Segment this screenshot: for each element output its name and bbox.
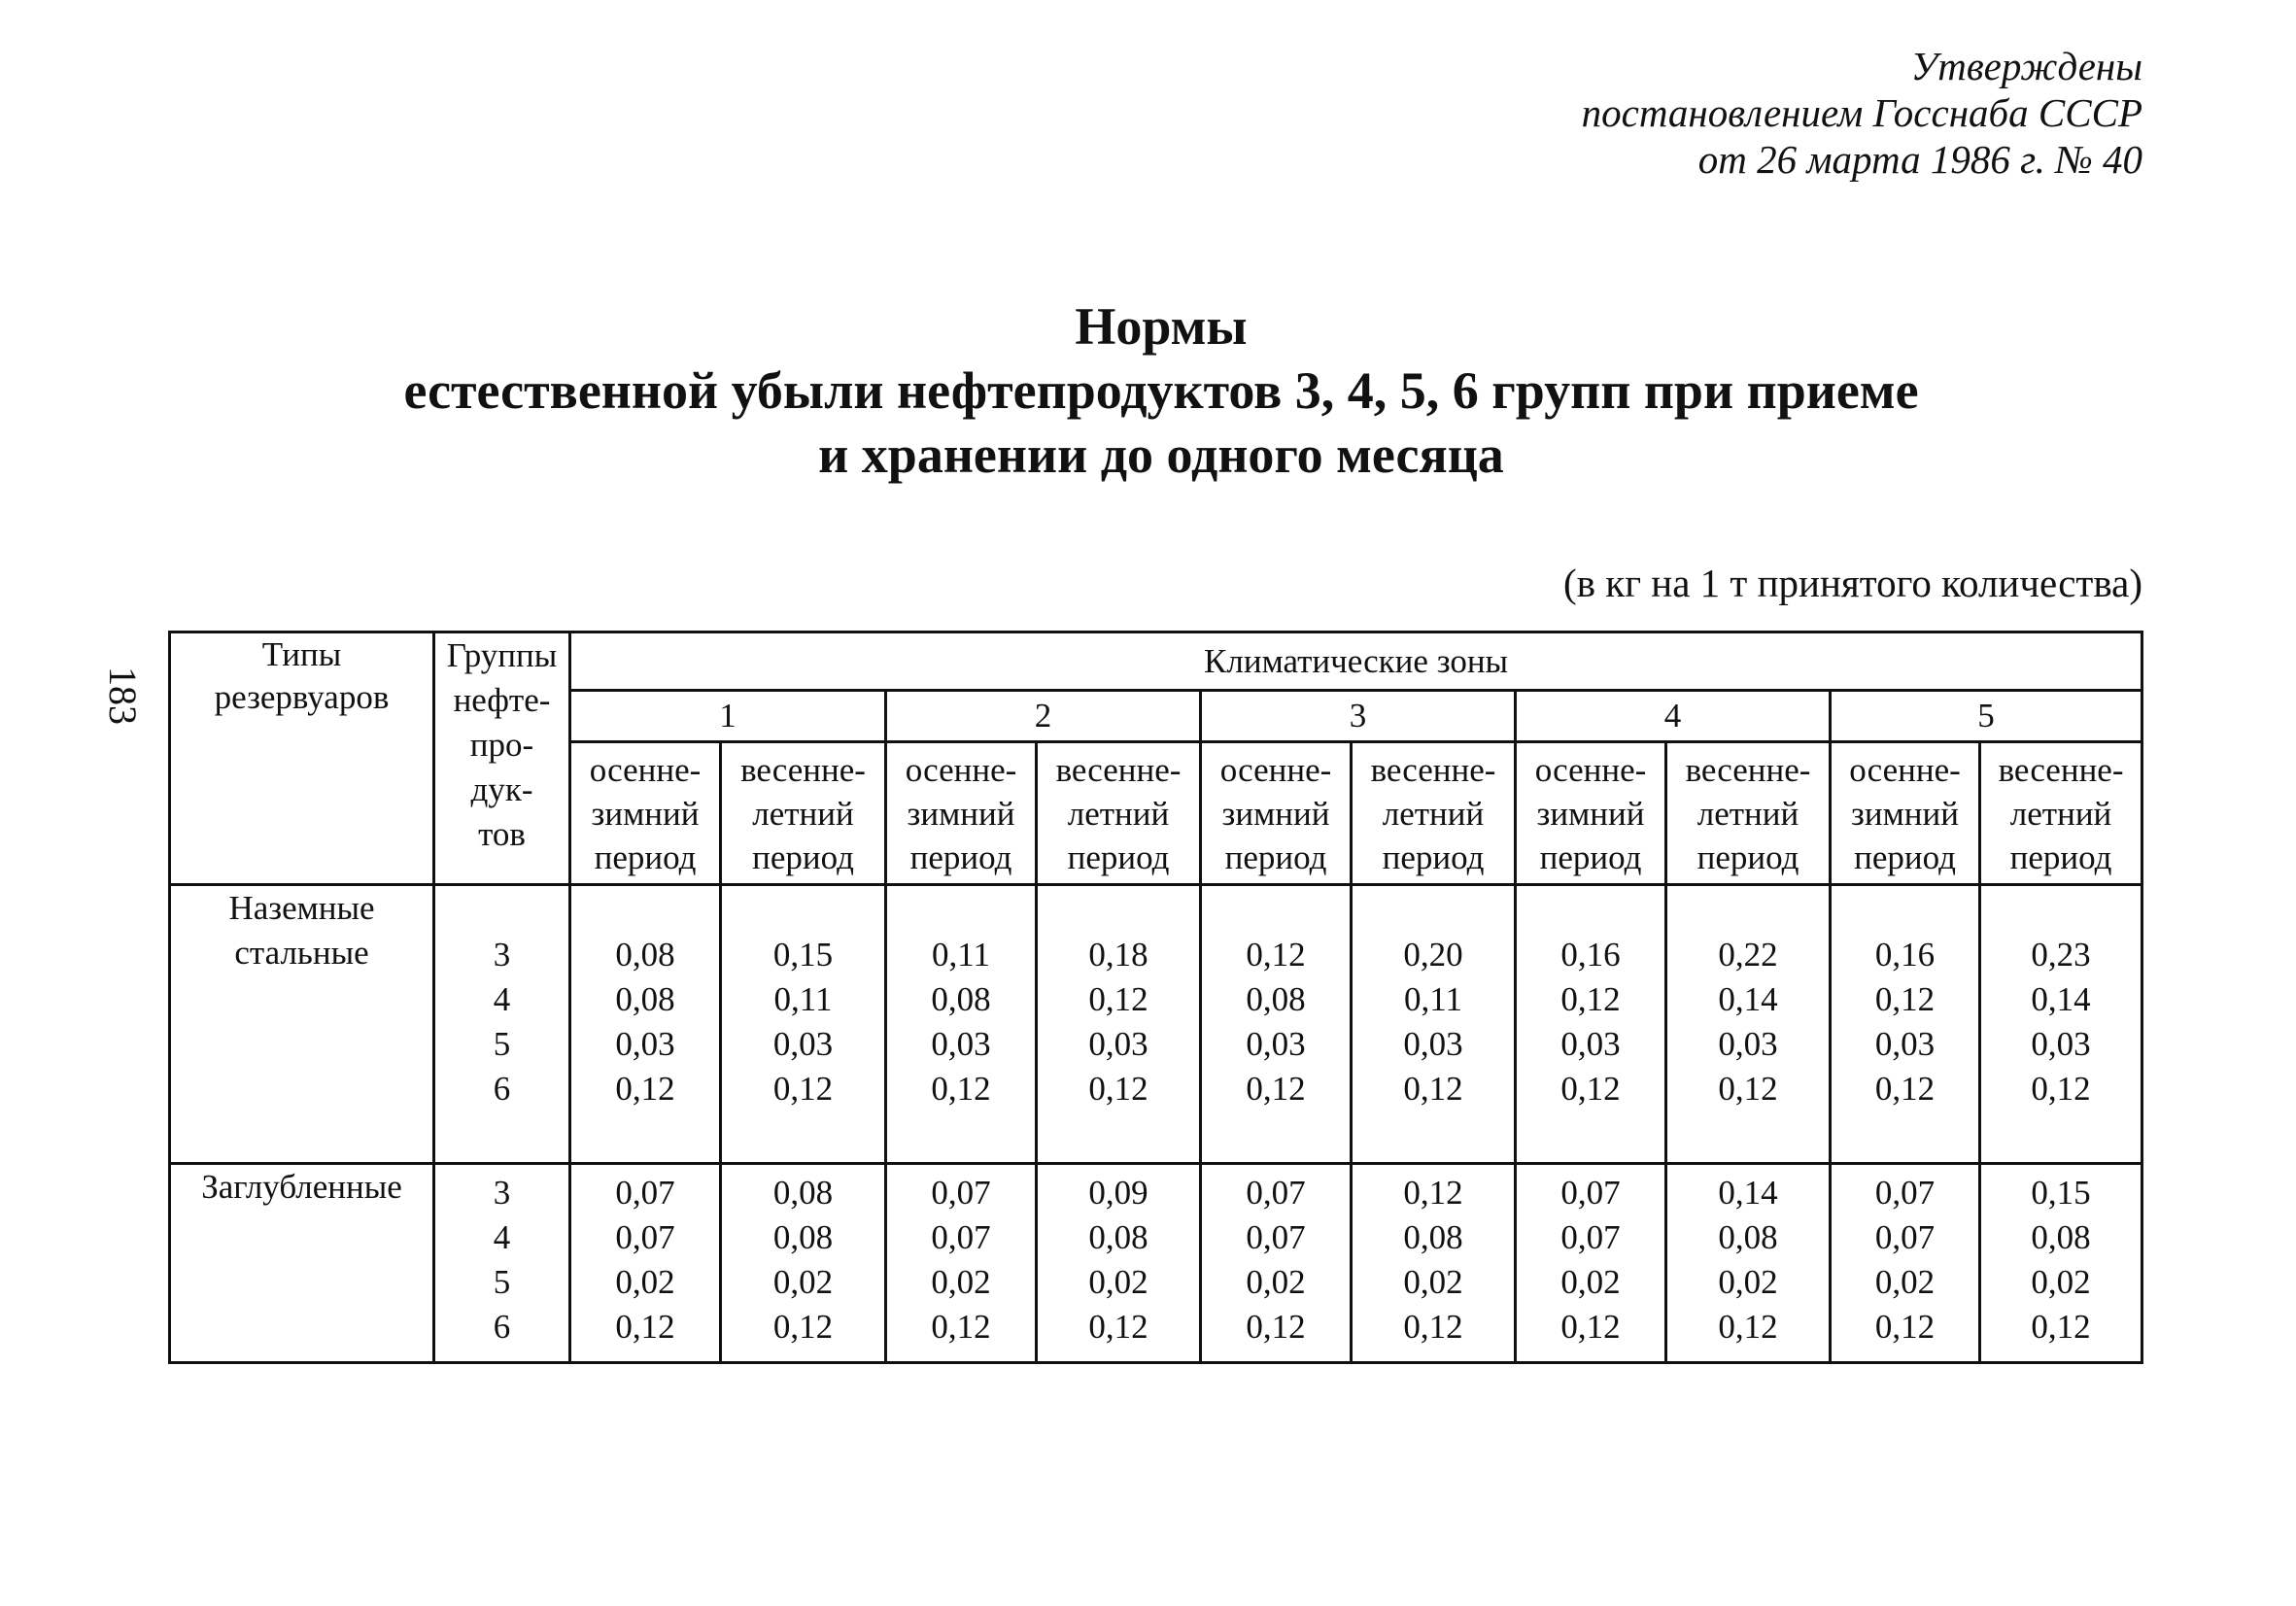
period-spring-summer-header: весенне- летний период: [1352, 742, 1516, 885]
period-autumn-winter-header: осенне- зимний период: [886, 742, 1037, 885]
period-autumn-winter-header: осенне- зимний период: [1831, 742, 1980, 885]
value-cell: 0,14 0,08 0,02 0,12: [1666, 1164, 1831, 1363]
approval-line-1: Утверждены: [1910, 44, 2142, 88]
value-cell: 0,15 0,08 0,02 0,12: [1980, 1164, 2142, 1363]
table-row-buried: [170, 1164, 2142, 1363]
approval-line-3: от 26 марта 1986 г. № 40: [1697, 137, 2142, 182]
zone-4-header: 4: [1516, 691, 1831, 742]
zone-5-header: 5: [1831, 691, 2142, 742]
approval-note: [1582, 43, 2142, 183]
tank-type-cell: Наземные стальные: [170, 885, 434, 1164]
climate-zones-header: Климатические зоны: [570, 632, 2142, 691]
value-cell: 0,18 0,12 0,03 0,12: [1037, 885, 1201, 1164]
title-line-1: Нормы: [1075, 297, 1248, 356]
period-spring-summer-header: весенне- летний период: [1666, 742, 1831, 885]
period-autumn-winter-header: осенне- зимний период: [1516, 742, 1666, 885]
value-cell: 0,16 0,12 0,03 0,12: [1516, 885, 1666, 1164]
value-cell: 0,20 0,11 0,03 0,12: [1352, 885, 1516, 1164]
zone-2-header: 2: [886, 691, 1201, 742]
period-spring-summer-header: весенне- летний период: [1037, 742, 1201, 885]
page-number: 183: [101, 666, 145, 725]
product-group-header: Группы нефте- про- дук- тов: [434, 632, 570, 885]
product-groups-cell: 3 4 5 6: [434, 885, 570, 1164]
period-autumn-winter-header: осенне- зимний период: [570, 742, 721, 885]
tank-type-header: Типы резервуаров: [170, 632, 434, 885]
period-spring-summer-header: весенне- летний период: [1980, 742, 2142, 885]
value-cell: 0,07 0,07 0,02 0,12: [1516, 1164, 1666, 1363]
units-note: (в кг на 1 т принятого количества): [1563, 561, 2142, 605]
zone-3-header: 3: [1201, 691, 1516, 742]
title-line-2: естественной убыли нефтепродуктов 3, 4, 5, 6 групп при приеме: [403, 361, 1919, 420]
value-cell: 0,11 0,08 0,03 0,12: [886, 885, 1037, 1164]
value-cell: 0,07 0,07 0,02 0,12: [570, 1164, 721, 1363]
value-cell: 0,08 0,08 0,03 0,12: [570, 885, 721, 1164]
value-cell: 0,07 0,07 0,02 0,12: [1201, 1164, 1352, 1363]
title-line-3: и хранении до одного месяца: [818, 426, 1504, 484]
period-spring-summer-header: весенне- летний период: [721, 742, 886, 885]
product-groups-cell: 3 4 5 6: [434, 1164, 570, 1363]
tank-type-cell: Заглубленные: [170, 1164, 434, 1363]
value-cell: 0,12 0,08 0,03 0,12: [1201, 885, 1352, 1164]
value-cell: 0,16 0,12 0,03 0,12: [1831, 885, 1980, 1164]
approval-line-2: постановлением Госснаба СССР: [1581, 90, 2142, 135]
value-cell: 0,22 0,14 0,03 0,12: [1666, 885, 1831, 1164]
zone-1-header: 1: [570, 691, 886, 742]
value-cell: 0,23 0,14 0,03 0,12: [1980, 885, 2142, 1164]
value-cell: 0,07 0,07 0,02 0,12: [886, 1164, 1037, 1363]
value-cell: 0,09 0,08 0,02 0,12: [1037, 1164, 1201, 1363]
value-cell: 0,07 0,07 0,02 0,12: [1831, 1164, 1980, 1363]
value-cell: 0,12 0,08 0,02 0,12: [1352, 1164, 1516, 1363]
value-cell: 0,15 0,11 0,03 0,12: [721, 885, 886, 1164]
document-title: [165, 294, 2157, 487]
period-autumn-winter-header: осенне- зимний период: [1201, 742, 1352, 885]
norms-table: [168, 631, 2143, 1364]
table-row-ground-steel: [170, 885, 2142, 1164]
value-cell: 0,08 0,08 0,02 0,12: [721, 1164, 886, 1363]
